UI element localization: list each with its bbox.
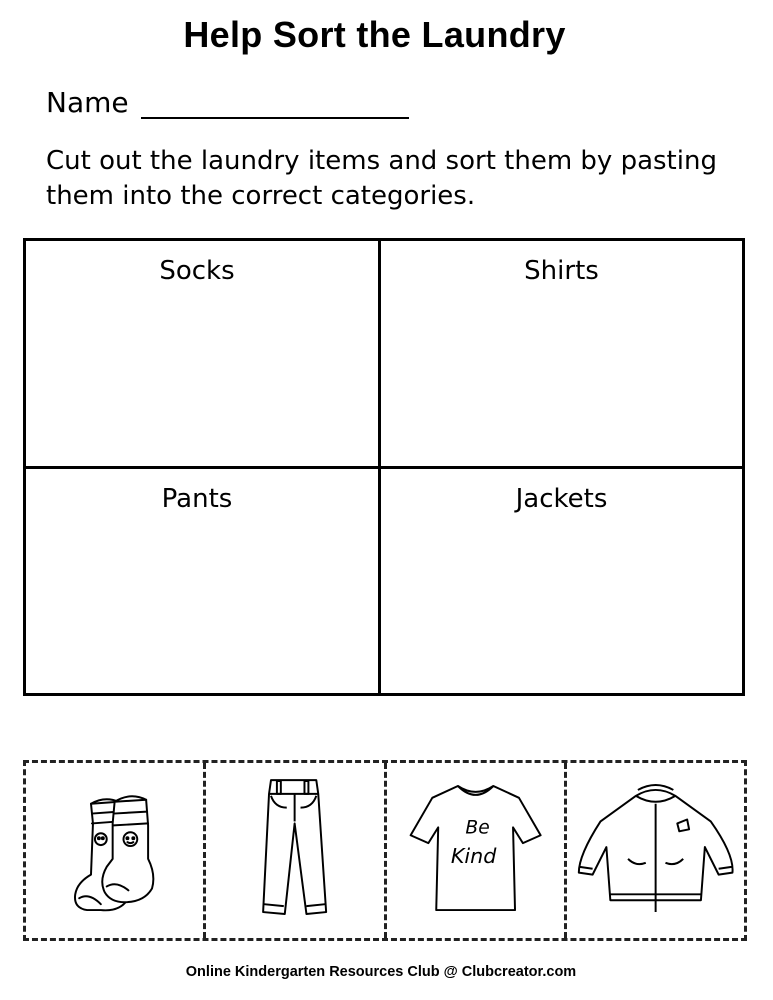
cutout-socks[interactable] <box>26 763 206 938</box>
instructions-text: Cut out the laundry items and sort them by pasting them into the correct categories. <box>46 146 717 211</box>
cutout-strip <box>23 760 747 941</box>
cutout-shirt[interactable] <box>387 763 567 938</box>
category-box-socks[interactable] <box>26 241 381 469</box>
category-box-jackets[interactable] <box>381 469 742 693</box>
category-label: Socks <box>159 256 235 286</box>
category-label: Pants <box>161 484 233 514</box>
shirt-text-line-1: Be <box>464 817 490 839</box>
socks-icon <box>26 763 203 938</box>
category-label: Shirts <box>524 256 599 286</box>
pants-icon <box>206 763 383 938</box>
sorting-grid <box>23 238 745 696</box>
cutout-pants[interactable] <box>206 763 386 938</box>
name-blank-line[interactable] <box>141 93 409 119</box>
cutout-jacket[interactable] <box>567 763 744 938</box>
category-label: Jackets <box>515 484 608 514</box>
category-box-shirts[interactable] <box>381 241 742 469</box>
name-field <box>46 86 409 119</box>
jacket-icon <box>567 763 744 938</box>
name-label: Name <box>46 86 129 119</box>
footer-credit: Online Kindergarten Resources Club @ Clubcreator.com <box>185 964 577 980</box>
shirt-icon <box>387 763 564 938</box>
category-box-pants[interactable] <box>26 469 381 693</box>
shirt-text-line-2: Kind <box>450 843 496 868</box>
worksheet-title: Help Sort the Laundry <box>183 14 566 55</box>
